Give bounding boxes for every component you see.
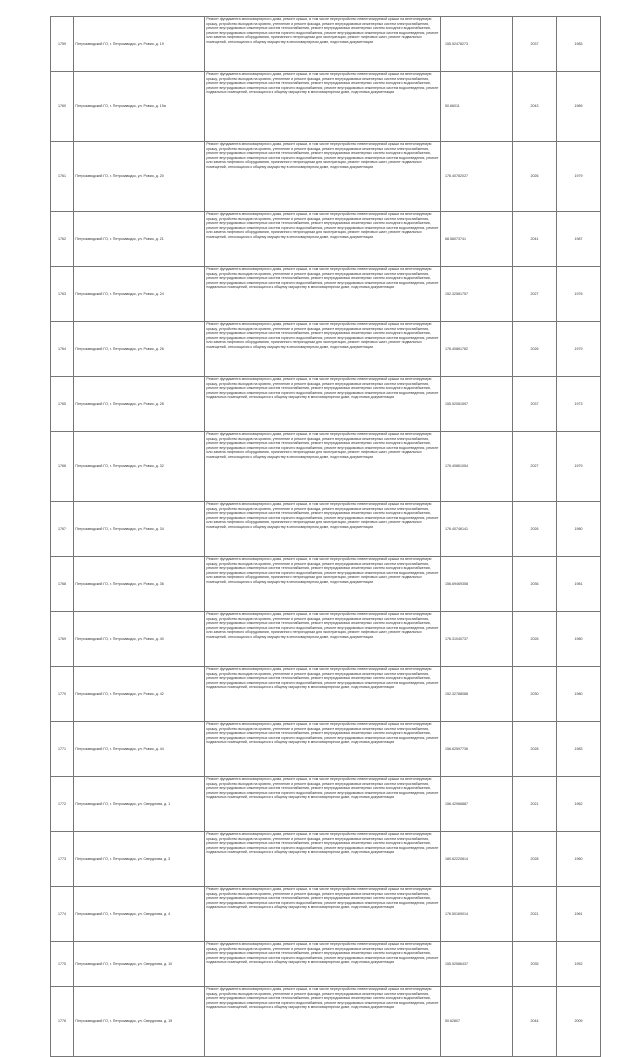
cost-cell: 156.42966887 <box>441 777 513 832</box>
address-cell: Петрозаводский ГО, г. Петрозаводск, ул. Ровио, д. 24 <box>74 267 205 322</box>
address-cell: Петрозаводский ГО, г. Петрозаводск, ул. Ровио, д. 21 <box>74 212 205 267</box>
row-number-cell: 1765 <box>51 377 74 432</box>
planned-year-cell: 2026 <box>513 612 557 667</box>
built-year-cell: 1987 <box>557 212 601 267</box>
table-row <box>51 72 601 142</box>
row-number-cell: 1774 <box>51 887 74 942</box>
table-row <box>51 322 601 377</box>
works-list-cell: Ремонт фундамента многоквартирного дома, ремонт крыши, в том числе переустройство невентилируемой крыши на вентилируемую крышу, устройство выходов на кровлю, утепление и ремонт фасада, ремонт внутридомовых инженерных систем электроснабжения, ремонт внутридомовых инженерных систем теплоснабжения, ремонт внутридомовых инженерных систем холодного водоснабжения, ремонт внутридомовых инженерных систем горячего водоснабжения, ремонт внутридомовых инженерных систем водоотведения, ремонт подвальных помещений, относящихся к общему имуществу в многоквартирном доме, подготовка документации <box>205 832 441 887</box>
cost-cell: 155.52586437 <box>441 942 513 987</box>
works-list-cell: Ремонт фундамента многоквартирного дома, ремонт крыши, в том числе переустройство невентилируемой крыши на вентилируемую крышу, устройство выходов на кровлю, утепление и ремонт фасада, ремонт внутридомовых инженерных систем электроснабжения, ремонт внутридомовых инженерных систем теплоснабжения, ремонт внутридомовых инженерных систем холодного водоснабжения, ремонт внутридомовых инженерных систем горячего водоснабжения, ремонт внутридомовых инженерных систем водоотведения, ремонт подвальных помещений, относящихся к общему имуществу в многоквартирном доме, подготовка документации <box>205 777 441 832</box>
cost-cell: 155.52478273 <box>441 17 513 72</box>
table-row <box>51 987 601 1057</box>
built-year-cell: 1981 <box>557 557 601 612</box>
built-year-cell: 1979 <box>557 142 601 212</box>
works-list-cell: Ремонт фундамента многоквартирного дома, ремонт крыши, в том числе переустройство невентилируемой крыши на вентилируемую крышу, устройство выходов на кровлю, утепление и ремонт фасада, ремонт внутридомовых инженерных систем электроснабжения, ремонт внутридомовых инженерных систем теплоснабжения, ремонт внутридомовых инженерных систем холодного водоснабжения, ремонт внутридомовых инженерных систем горячего водоснабжения, ремонт внутридомовых инженерных систем водоотведения, ремонт подвальных помещений, относящихся к общему имуществу в многоквартирном доме, подготовка документации <box>205 267 441 322</box>
row-number-cell: 1776 <box>51 987 74 1057</box>
works-list-cell: Ремонт фундамента многоквартирного дома, ремонт крыши, в том числе переустройство невентилируемой крыши на вентилируемую крышу, устройство выходов на кровлю, утепление и ремонт фасада, ремонт внутридомовых инженерных систем электроснабжения, ремонт внутридомовых инженерных систем теплоснабжения, ремонт внутридомовых инженерных систем холодного водоснабжения, ремонт внутридомовых инженерных систем горячего водоснабжения, ремонт внутридомовых инженерных систем водоотведения, ремонт подвальных помещений, относящихся к общему имуществу в многоквартирном доме, подготовка документации <box>205 722 441 777</box>
row-number-cell: 1768 <box>51 557 74 612</box>
row-number-cell: 1771 <box>51 722 74 777</box>
works-list-cell: Ремонт фундамента многоквартирного дома, ремонт крыши, в том числе переустройство невентилируемой крыши на вентилируемую крышу, устройство выходов на кровлю, утепление и ремонт фасада, ремонт внутридомовых инженерных систем электроснабжения, ремонт внутридомовых инженерных систем теплоснабжения, ремонт внутридомовых инженерных систем холодного водоснабжения, ремонт внутридомовых инженерных систем горячего водоснабжения, ремонт внутридомовых инженерных систем водоотведения, ремонт или замена лифтового оборудования, признанного непригодным для эксплуатации, ремонт лифтовых шахт, ремонт подвальных помещений, относящихся к общему имуществу в многоквартирном доме, подготовка документации <box>205 17 441 72</box>
table-row <box>51 17 601 72</box>
cost-cell: 68.58073741 <box>441 212 513 267</box>
capital-repair-table <box>50 16 601 1057</box>
address-cell: Петрозаводский ГО, г. Петрозаводск, ул. Свердлова, д. 3 <box>74 832 205 887</box>
planned-year-cell: 2043 <box>513 72 557 142</box>
address-cell: Петрозаводский ГО, г. Петрозаводск, ул. Ровио, д. 32 <box>74 432 205 502</box>
address-cell: Петрозаводский ГО, г. Петрозаводск, ул. Ровио, д. 28 <box>74 377 205 432</box>
planned-year-cell: 2021 <box>513 777 557 832</box>
cost-cell: 180.62220814 <box>441 832 513 887</box>
planned-year-cell: 2044 <box>513 987 557 1057</box>
built-year-cell: 2009 <box>557 987 601 1057</box>
table-row <box>51 832 601 887</box>
row-number-cell: 1770 <box>51 667 74 722</box>
works-list-cell: Ремонт фундамента многоквартирного дома, ремонт крыши, в том числе переустройство невентилируемой крыши на вентилируемую крышу, устройство выходов на кровлю, утепление и ремонт фасада, ремонт внутридомовых инженерных систем электроснабжения, ремонт внутридомовых инженерных систем теплоснабжения, ремонт внутридомовых инженерных систем холодного водоснабжения, ремонт внутридомовых инженерных систем горячего водоснабжения, ремонт внутридомовых инженерных систем водоотведения, ремонт или замена лифтового оборудования, признанного непригодным для эксплуатации, ремонт лифтовых шахт, ремонт подвальных помещений, относящихся к общему имуществу в многоквартирном доме, подготовка документации <box>205 142 441 212</box>
planned-year-cell: 2028 <box>513 722 557 777</box>
address-cell: Петрозаводский ГО, г. Петрозаводск, ул. Свердлова, д. 1 <box>74 777 205 832</box>
document-page <box>50 16 600 1057</box>
built-year-cell: 1989 <box>557 72 601 142</box>
works-list-cell: Ремонт фундамента многоквартирного дома, ремонт крыши, в том числе переустройство невентилируемой крыши на вентилируемую крышу, устройство выходов на кровлю, утепление и ремонт фасада, ремонт внутридомовых инженерных систем электроснабжения, ремонт внутридомовых инженерных систем теплоснабжения, ремонт внутридомовых инженерных систем холодного водоснабжения, ремонт внутридомовых инженерных систем горячего водоснабжения, ремонт внутридомовых инженерных систем водоотведения, ремонт или замена лифтового оборудования, признанного непригодным для эксплуатации, ремонт лифтовых шахт, ремонт подвальных помещений, относящихся к общему имуществу в многоквартирном доме, подготовка документации <box>205 432 441 502</box>
works-list-cell: Ремонт фундамента многоквартирного дома, ремонт крыши, в том числе переустройство невентилируемой крыши на вентилируемую крышу, устройство выходов на кровлю, утепление и ремонт фасада, ремонт внутридомовых инженерных систем электроснабжения, ремонт внутридомовых инженерных систем теплоснабжения, ремонт внутридомовых инженерных систем холодного водоснабжения, ремонт внутридомовых инженерных систем горячего водоснабжения, ремонт внутридомовых инженерных систем водоотведения, ремонт или замена лифтового оборудования, признанного непригодным для эксплуатации, ремонт лифтовых шахт, ремонт подвальных помещений, относящихся к общему имуществу в многоквартирном доме, подготовка документации <box>205 502 441 557</box>
cost-cell: 156.69469358 <box>441 557 513 612</box>
planned-year-cell: 2030 <box>513 667 557 722</box>
row-number-cell: 1772 <box>51 777 74 832</box>
planned-year-cell: 2026 <box>513 142 557 212</box>
built-year-cell: 1980 <box>557 612 601 667</box>
row-number-cell: 1761 <box>51 142 74 212</box>
address-cell: Петрозаводский ГО, г. Петрозаводск, ул. Ровио, д. 19 <box>74 17 205 72</box>
table-row <box>51 722 601 777</box>
table-row <box>51 942 601 987</box>
address-cell: Петрозаводский ГО, г. Петрозаводск, ул. Ровио, д. 34 <box>74 502 205 557</box>
planned-year-cell: 2027 <box>513 432 557 502</box>
works-list-cell: Ремонт фундамента многоквартирного дома, ремонт крыши, в том числе переустройство невентилируемой крыши на вентилируемую крышу, устройство выходов на кровлю, утепление и ремонт фасада, ремонт внутридомовых инженерных систем электроснабжения, ремонт внутридомовых инженерных систем теплоснабжения, ремонт внутридомовых инженерных систем холодного водоснабжения, ремонт внутридомовых инженерных систем горячего водоснабжения, ремонт внутридомовых инженерных систем водоотведения, ремонт подвальных помещений, относящихся к общему имуществу в многоквартирном доме, подготовка документации <box>205 887 441 942</box>
works-list-cell: Ремонт фундамента многоквартирного дома, ремонт крыши, в том числе переустройство невентилируемой крыши на вентилируемую крышу, устройство выходов на кровлю, утепление и ремонт фасада, ремонт внутридомовых инженерных систем электроснабжения, ремонт внутридомовых инженерных систем теплоснабжения, ремонт внутридомовых инженерных систем холодного водоснабжения, ремонт внутридомовых инженерных систем горячего водоснабжения, ремонт внутридомовых инженерных систем водоотведения, ремонт или замена лифтового оборудования, признанного непригодным для эксплуатации, ремонт лифтовых шахт, ремонт подвальных помещений, относящихся к общему имуществу в многоквартирном доме, подготовка документации <box>205 612 441 667</box>
built-year-cell: 1979 <box>557 322 601 377</box>
row-number-cell: 1769 <box>51 612 74 667</box>
cost-cell: 176.40782027 <box>441 142 513 212</box>
planned-year-cell: 2026 <box>513 322 557 377</box>
row-number-cell: 1762 <box>51 212 74 267</box>
cost-cell: 176.31040737 <box>441 612 513 667</box>
planned-year-cell: 2035 <box>513 942 557 987</box>
works-list-cell: Ремонт фундамента многоквартирного дома, ремонт крыши, в том числе переустройство невентилируемой крыши на вентилируемую крышу, устройство выходов на кровлю, утепление и ремонт фасада, ремонт внутридомовых инженерных систем электроснабжения, ремонт внутридомовых инженерных систем теплоснабжения, ремонт внутридомовых инженерных систем холодного водоснабжения, ремонт внутридомовых инженерных систем горячего водоснабжения, ремонт внутридомовых инженерных систем водоотведения, ремонт или замена лифтового оборудования, признанного непригодным для эксплуатации, ремонт лифтовых шахт, ремонт подвальных помещений, относящихся к общему имуществу в многоквартирном доме, подготовка документации <box>205 212 441 267</box>
cost-cell: 152.32581757 <box>441 267 513 322</box>
table-row <box>51 777 601 832</box>
table-body <box>51 17 601 1057</box>
cost-cell: 155.52081597 <box>441 377 513 432</box>
cost-cell: 176.40861054 <box>441 432 513 502</box>
planned-year-cell: 2021 <box>513 887 557 942</box>
address-cell: Петрозаводский ГО, г. Петрозаводск, ул. Ровио, д. 26 <box>74 322 205 377</box>
cost-cell: 50.66011 <box>441 72 513 142</box>
address-cell: Петрозаводский ГО, г. Петрозаводск, ул. Ровио, д. 42 <box>74 667 205 722</box>
planned-year-cell: 2036 <box>513 557 557 612</box>
planned-year-cell: 2041 <box>513 212 557 267</box>
address-cell: Петрозаводский ГО, г. Петрозаводск, ул. Ровио, д. 44 <box>74 722 205 777</box>
built-year-cell: 1976 <box>557 267 601 322</box>
planned-year-cell: 2027 <box>513 267 557 322</box>
row-number-cell: 1759 <box>51 17 74 72</box>
table-row <box>51 432 601 502</box>
planned-year-cell: 2026 <box>513 502 557 557</box>
works-list-cell: Ремонт фундамента многоквартирного дома, ремонт крыши, в том числе переустройство невентилируемой крыши на вентилируемую крышу, устройство выходов на кровлю, утепление и ремонт фасада, ремонт внутридомовых инженерных систем электроснабжения, ремонт внутридомовых инженерных систем теплоснабжения, ремонт внутридомовых инженерных систем холодного водоснабжения, ремонт внутридомовых инженерных систем горячего водоснабжения, ремонт внутридомовых инженерных систем водоотведения, ремонт или замена лифтового оборудования, признанного непригодным для эксплуатации, ремонт лифтовых шахт, ремонт подвальных помещений, относящихся к общему имуществу в многоквартирном доме, подготовка документации <box>205 557 441 612</box>
built-year-cell: 1973 <box>557 377 601 432</box>
row-number-cell: 1766 <box>51 432 74 502</box>
address-cell: Петрозаводский ГО, г. Петрозаводск, ул. Ровио, д. 36 <box>74 557 205 612</box>
cost-cell: 176.40746141 <box>441 502 513 557</box>
address-cell: Петрозаводский ГО, г. Петрозаводск, ул. Свердлова, д. 4 <box>74 887 205 942</box>
address-cell: Петрозаводский ГО, г. Петрозаводск, ул. Ровио, д. 40 <box>74 612 205 667</box>
row-number-cell: 1767 <box>51 502 74 557</box>
built-year-cell: 1960 <box>557 832 601 887</box>
table-row <box>51 612 601 667</box>
table-row <box>51 502 601 557</box>
row-number-cell: 1775 <box>51 942 74 987</box>
address-cell: Петрозаводский ГО, г. Петрозаводск, ул. Свердлова, д. 15 <box>74 987 205 1057</box>
works-list-cell: Ремонт фундамента многоквартирного дома, ремонт крыши, в том числе переустройство невентилируемой крыши на вентилируемую крышу, устройство выходов на кровлю, утепление и ремонт фасада, ремонт внутридомовых инженерных систем электроснабжения, ремонт внутридомовых инженерных систем теплоснабжения, ремонт внутридомовых инженерных систем холодного водоснабжения, ремонт внутридомовых инженерных систем горячего водоснабжения, ремонт внутридомовых инженерных систем водоотведения, ремонт подвальных помещений, относящихся к общему имуществу в многоквартирном доме, подготовка документации <box>205 987 441 1057</box>
built-year-cell: 1952 <box>557 942 601 987</box>
row-number-cell: 1764 <box>51 322 74 377</box>
built-year-cell: 1979 <box>557 432 601 502</box>
table-row <box>51 887 601 942</box>
row-number-cell: 1763 <box>51 267 74 322</box>
cost-cell: 176.50169014 <box>441 887 513 942</box>
cost-cell: 152.32788088 <box>441 667 513 722</box>
table-row <box>51 212 601 267</box>
table-row <box>51 267 601 322</box>
planned-year-cell: 2037 <box>513 377 557 432</box>
works-list-cell: Ремонт фундамента многоквартирного дома, ремонт крыши, в том числе переустройство невентилируемой крыши на вентилируемую крышу, устройство выходов на кровлю, утепление и ремонт фасада, ремонт внутридомовых инженерных систем электроснабжения, ремонт внутридомовых инженерных систем теплоснабжения, ремонт внутридомовых инженерных систем холодного водоснабжения, ремонт внутридомовых инженерных систем горячего водоснабжения, ремонт внутридомовых инженерных систем водоотведения, ремонт подвальных помещений, относящихся к общему имуществу в многоквартирном доме, подготовка документации <box>205 72 441 142</box>
works-list-cell: Ремонт фундамента многоквартирного дома, ремонт крыши, в том числе переустройство невентилируемой крыши на вентилируемую крышу, устройство выходов на кровлю, утепление и ремонт фасада, ремонт внутридомовых инженерных систем электроснабжения, ремонт внутридомовых инженерных систем теплоснабжения, ремонт внутридомовых инженерных систем холодного водоснабжения, ремонт внутридомовых инженерных систем горячего водоснабжения, ремонт внутридомовых инженерных систем водоотведения, ремонт или замена лифтового оборудования, признанного непригодным для эксплуатации, ремонт лифтовых шахт, ремонт подвальных помещений, относящихся к общему имуществу в многоквартирном доме, подготовка документации <box>205 322 441 377</box>
row-number-cell: 1760 <box>51 72 74 142</box>
table-row <box>51 667 601 722</box>
built-year-cell: 1980 <box>557 502 601 557</box>
table-row <box>51 377 601 432</box>
works-list-cell: Ремонт фундамента многоквартирного дома, ремонт крыши, в том числе переустройство невентилируемой крыши на вентилируемую крышу, устройство выходов на кровлю, утепление и ремонт фасада, ремонт внутридомовых инженерных систем электроснабжения, ремонт внутридомовых инженерных систем теплоснабжения, ремонт внутридомовых инженерных систем холодного водоснабжения, ремонт внутридомовых инженерных систем горячего водоснабжения, ремонт внутридомовых инженерных систем водоотведения, ремонт подвальных помещений, относящихся к общему имуществу в многоквартирном доме, подготовка документации <box>205 377 441 432</box>
address-cell: Петрозаводский ГО, г. Петрозаводск, ул. Ровио, д. 20 <box>74 142 205 212</box>
built-year-cell: 1961 <box>557 887 601 942</box>
planned-year-cell: 2037 <box>513 17 557 72</box>
address-cell: Петрозаводский ГО, г. Петрозаводск, ул. Свердлова, д. 10 <box>74 942 205 987</box>
built-year-cell: 1962 <box>557 777 601 832</box>
planned-year-cell: 2028 <box>513 832 557 887</box>
table-row <box>51 557 601 612</box>
built-year-cell: 1983 <box>557 722 601 777</box>
cost-cell: 50.62807 <box>441 987 513 1057</box>
built-year-cell: 1980 <box>557 667 601 722</box>
cost-cell: 156.62597736 <box>441 722 513 777</box>
address-cell: Петрозаводский ГО, г. Петрозаводск, ул. Ровио, д. 19а <box>74 72 205 142</box>
table-row <box>51 142 601 212</box>
cost-cell: 176.40861782 <box>441 322 513 377</box>
built-year-cell: 1983 <box>557 17 601 72</box>
works-list-cell: Ремонт фундамента многоквартирного дома, ремонт крыши, в том числе переустройство невентилируемой крыши на вентилируемую крышу, устройство выходов на кровлю, утепление и ремонт фасада, ремонт внутридомовых инженерных систем электроснабжения, ремонт внутридомовых инженерных систем теплоснабжения, ремонт внутридомовых инженерных систем холодного водоснабжения, ремонт внутридомовых инженерных систем горячего водоснабжения, ремонт внутридомовых инженерных систем водоотведения, ремонт подвальных помещений, относящихся к общему имуществу в многоквартирном доме, подготовка документации <box>205 942 441 987</box>
works-list-cell: Ремонт фундамента многоквартирного дома, ремонт крыши, в том числе переустройство невентилируемой крыши на вентилируемую крышу, устройство выходов на кровлю, утепление и ремонт фасада, ремонт внутридомовых инженерных систем электроснабжения, ремонт внутридомовых инженерных систем теплоснабжения, ремонт внутридомовых инженерных систем холодного водоснабжения, ремонт внутридомовых инженерных систем горячего водоснабжения, ремонт внутридомовых инженерных систем водоотведения, ремонт подвальных помещений, относящихся к общему имуществу в многоквартирном доме, подготовка документации <box>205 667 441 722</box>
row-number-cell: 1773 <box>51 832 74 887</box>
